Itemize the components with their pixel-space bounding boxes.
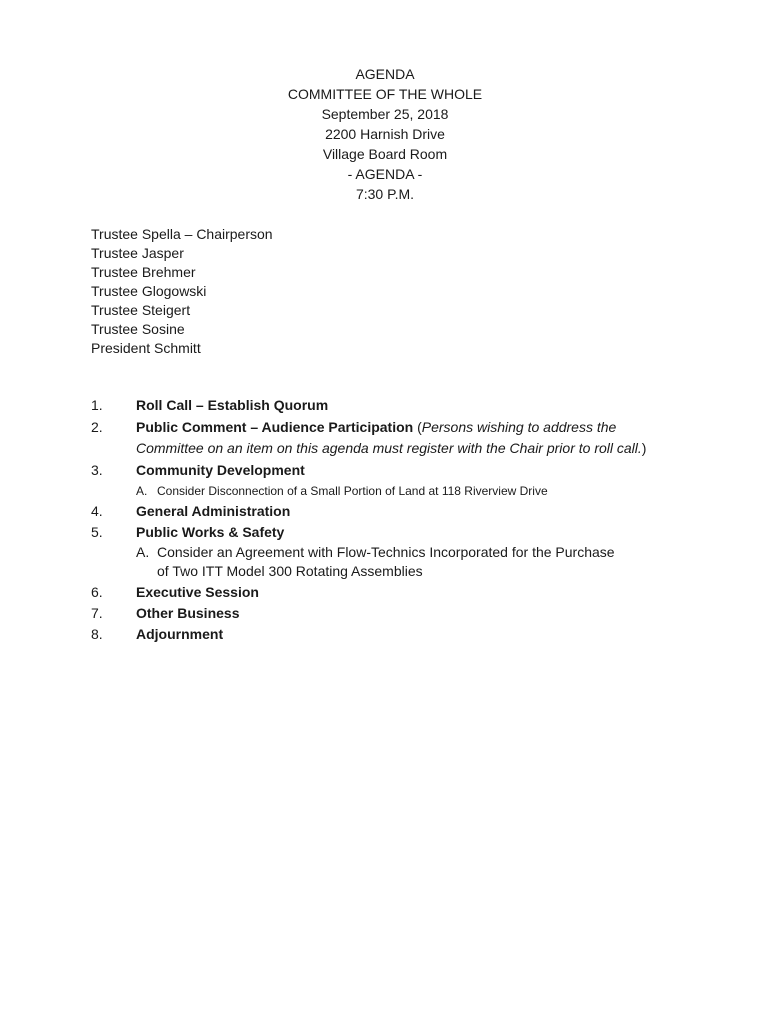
attendee: Trustee Steigert	[91, 302, 191, 318]
attendee: Trustee Jasper	[91, 245, 184, 261]
agenda-item-number: 2.	[91, 419, 103, 435]
agenda-item-title: Roll Call – Establish Quorum	[136, 397, 329, 413]
agenda-item-other-business	[91, 603, 691, 624]
agenda-item-title: Community Development	[136, 462, 305, 478]
paren-open: (	[413, 419, 422, 435]
agenda-item-public-works	[91, 522, 691, 543]
agenda-header	[0, 64, 770, 204]
agenda-item-executive-session	[91, 582, 691, 603]
agenda-item-roll-call	[91, 395, 691, 416]
subitem-text: Consider Disconnection of a Small Portion of Land at 118 Riverview Drive	[157, 484, 548, 498]
agenda-item-description: Persons wishing to address the Committee on an item on this agenda must register with the Chair prior to roll call.	[136, 419, 642, 456]
attendee: Trustee Spella – Chairperson	[91, 226, 273, 242]
agenda-item-adjournment	[91, 624, 691, 645]
agenda-item-title: Public Works & Safety	[136, 524, 285, 540]
agenda-subitem	[91, 481, 691, 501]
subitem-letter: A.	[136, 484, 148, 498]
header-line-committee: COMMITTEE OF THE WHOLE	[287, 86, 483, 102]
agenda-item-title: General Administration	[136, 503, 291, 519]
agenda-item-title: Other Business	[136, 605, 240, 621]
agenda-item-number: 8.	[91, 626, 103, 642]
agenda-item-number: 1.	[91, 397, 103, 413]
agenda-item-title: Adjournment	[136, 626, 224, 642]
agenda-item-title: Public Comment – Audience Participation	[136, 419, 414, 435]
agenda-item-number: 5.	[91, 524, 103, 540]
agenda-item-number: 4.	[91, 503, 103, 519]
agenda-list	[91, 395, 691, 645]
agenda-item-community-development	[91, 460, 691, 481]
agenda-item-public-comment	[91, 417, 681, 459]
attendee: Trustee Sosine	[91, 321, 185, 337]
header-line-time: 7:30 P.M.	[355, 186, 415, 202]
agenda-item-number: 3.	[91, 462, 103, 478]
agenda-item-number: 7.	[91, 605, 103, 621]
attendee: Trustee Glogowski	[91, 283, 207, 299]
header-line-agenda: AGENDA	[355, 66, 415, 82]
paren-close: )	[641, 440, 647, 456]
header-line-date: September 25, 2018	[321, 106, 449, 122]
attendee-list	[91, 225, 273, 358]
agenda-item-number: 6.	[91, 584, 103, 600]
header-line-room: Village Board Room	[322, 146, 448, 162]
attendee: Trustee Brehmer	[91, 264, 196, 280]
agenda-item-title: Executive Session	[136, 584, 259, 600]
subitem-letter: A.	[136, 544, 150, 560]
subitem-text: Consider an Agreement with Flow-Technics Incorporated for the Purchase of Two ITT Model 300 Rotating Assemblies	[157, 544, 615, 579]
header-line-agenda-2: - AGENDA -	[347, 166, 423, 182]
agenda-subitem	[91, 543, 617, 581]
agenda-item-general-administration	[91, 501, 691, 522]
header-line-address: 2200 Harnish Drive	[325, 126, 445, 142]
attendee: President Schmitt	[91, 340, 201, 356]
